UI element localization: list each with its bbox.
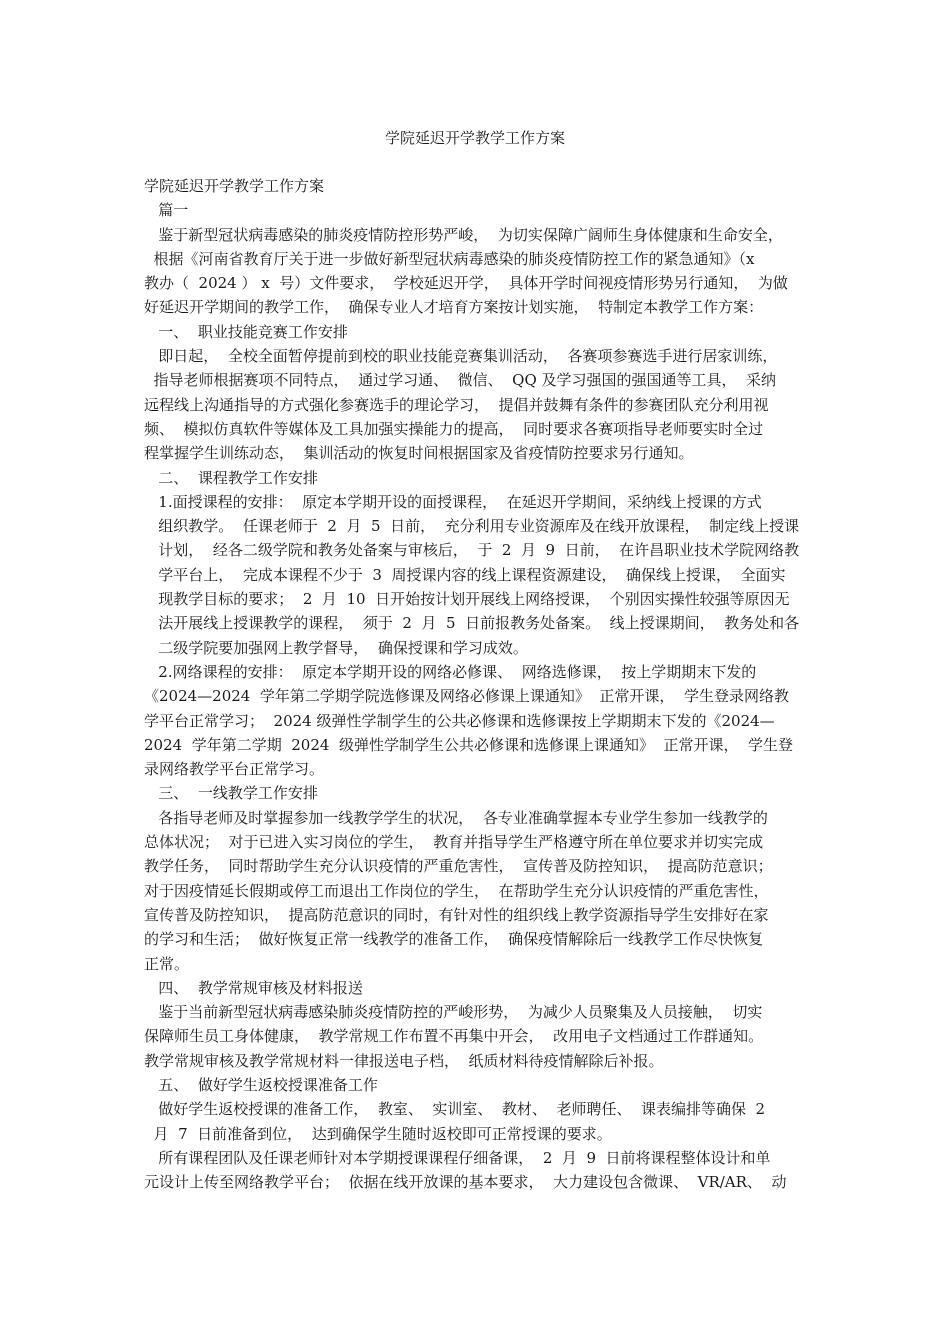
text-line: 月 7 日前准备到位， 达到确保学生随时返校即可正常授课的要求。 bbox=[144, 1124, 612, 1143]
text-line: 总体状况； 对于已进入实习岗位的学生， 教育并指导学生严格遵守所在单位要求并切实完成 bbox=[144, 833, 764, 852]
text-line: 现教学目标的要求； 2 月 10 日开始按计划开展线上网络授课， 个别因实操性较强等原因无 bbox=[144, 590, 790, 609]
text-line: 的学习和生活； 做好恢复正常一线教学的准备工作， 确保疫情解除后一线教学工作尽快恢复 bbox=[144, 930, 764, 949]
text-line: 录网络教学平台正常学习。 bbox=[144, 760, 325, 779]
text-line: 三、 一线教学工作安排 bbox=[144, 784, 318, 803]
text-line: 教学常规审核及教学常规材料一律报送电子档， 纸质材料待疫情解除后补报。 bbox=[144, 1051, 664, 1070]
text-line: 2024 学年第二学期 2024 级弹性学制学生公共必修课和选修课上课通知》 正常开课， 学生登 bbox=[144, 735, 794, 754]
text-line: 所有课程团队及任课老师针对本学期授课课程仔细备课， 2 月 9 日前将课程整体设计和单 bbox=[144, 1148, 771, 1167]
document-body bbox=[144, 174, 814, 1194]
text-line: 法开展线上授课教学的课程， 须于 2 月 5 日前报教务处备案。 线上授课期间， 教务处和各 bbox=[144, 614, 800, 633]
text-line: 四、 教学常规审核及材料报送 bbox=[144, 978, 363, 997]
text-line: 2.网络课程的安排： 原定本学期开设的网络必修课、 网络选修课， 按上学期期末下发的 bbox=[144, 662, 757, 681]
document-title: 学院延迟开学教学工作方案 bbox=[384, 129, 565, 147]
text-line: 二、 课程教学工作安排 bbox=[144, 468, 318, 487]
text-line: 宣传普及防控知识， 提高防范意识的同时，有针对性的组织线上教学资源指导学生安排好在家 bbox=[144, 905, 769, 924]
text-line: 一、 职业技能竞赛工作安排 bbox=[144, 322, 348, 341]
text-line: 学平台正常学习； 2024 级弹性学制学生的公共必修课和选修课按上学期期末下发的《2024— bbox=[144, 711, 775, 730]
text-line: 保障师生员工身体健康， 教学常规工作布置不再集中开会， 改用电子文档通过工作群通知。 bbox=[144, 1027, 764, 1046]
text-line: 五、 做好学生返校授课准备工作 bbox=[144, 1075, 378, 1094]
text-line: 教办（ 2024 ） x 号）文件要求， 学校延迟开学， 具体开学时间视疫情形势另行通知， 为做 bbox=[144, 274, 788, 293]
text-line: 做好学生返校授课的准备工作， 教室、 实训室、 教材、 老师聘任、 课表编排等确保 2 bbox=[144, 1100, 766, 1119]
text-line: 组织教学。 任课老师于 2 月 5 日前， 充分利用专业资源库及在线开放课程， 制定线上授课 bbox=[144, 517, 800, 536]
text-line: 《2024—2024 学年第二学期学院选修课及网络必修课上课通知》 正常开课， 学生登录网络教 bbox=[144, 687, 789, 706]
text-line: 1.面授课程的安排： 原定本学期开设的面授课程， 在延迟开学期间，采纳线上授课的方式 bbox=[144, 492, 762, 511]
text-line: 学平台上， 完成本课程不少于 3 周授课内容的线上课程资源建设， 确保线上授课， 全面实 bbox=[144, 565, 786, 584]
text-line: 频、 模拟仿真软件等媒体及工具加强实操能力的提高， 同时要求各赛项指导老师要实时全过 bbox=[144, 419, 764, 438]
text-line: 教学任务， 同时帮助学生充分认识疫情的严重危害性， 宣传普及防控知识， 提高防范意识； bbox=[144, 857, 773, 876]
text-line: 各指导老师及时掌握参加一线教学学生的状况， 各专业准确掌握本专业学生参加一线教学的 bbox=[144, 808, 768, 827]
text-line: 好延迟开学期间的教学工作， 确保专业人才培育方案按计划实施， 特制定本教学工作方案： bbox=[144, 298, 764, 317]
text-line: 程掌握学生训练动态， 集训活动的恢复时间根据国家及省疫情防控要求另行通知。 bbox=[144, 444, 694, 463]
text-line: 对于因疫情延长假期或停工而退出工作岗位的学生， 在帮助学生充分认识疫情的严重危害性， bbox=[144, 881, 769, 900]
text-line: 元设计上传至网络教学平台； 依据在线开放课的基本要求， 大力建设包含微课、 VR/AR、 动 bbox=[144, 1173, 787, 1192]
text-line: 学院延迟开学教学工作方案 bbox=[144, 177, 325, 195]
text-line: 指导老师根据赛项不同特点， 通过学习通、 微信、 QQ 及学习强国的强国通等工具， 采纳 bbox=[144, 371, 777, 390]
text-line: 鉴于当前新型冠状病毒感染肺炎疫情防控的严峻形势， 为减少人员聚集及人员接触， 切实 bbox=[144, 1003, 763, 1022]
text-line: 即日起， 全校全面暂停提前到校的职业技能竞赛集训活动， 各赛项参赛选手进行居家训练， bbox=[144, 347, 778, 366]
text-line: 计划， 经各二级学院和教务处备案与审核后， 于 2 月 9 日前， 在许昌职业技术学院网络教 bbox=[144, 541, 800, 560]
text-line: 鉴于新型冠状病毒感染的肺炎疫情防控形势严峻， 为切实保障广阔师生身体健康和生命安全， bbox=[144, 225, 783, 244]
text-line: 远程线上沟通指导的方式强化参赛选手的理论学习， 提倡并鼓舞有条件的参赛团队充分利用视 bbox=[144, 395, 769, 414]
text-line: 篇一 bbox=[144, 201, 189, 220]
text-line: 正常。 bbox=[144, 954, 190, 973]
text-line: 二级学院要加强网上教学督导， 确保授课和学习成效。 bbox=[144, 638, 528, 657]
text-line: 根据《河南省教育厅关于进一步做好新型冠状病毒感染的肺炎疫情防控工作的紧急通知》（x bbox=[144, 249, 755, 268]
